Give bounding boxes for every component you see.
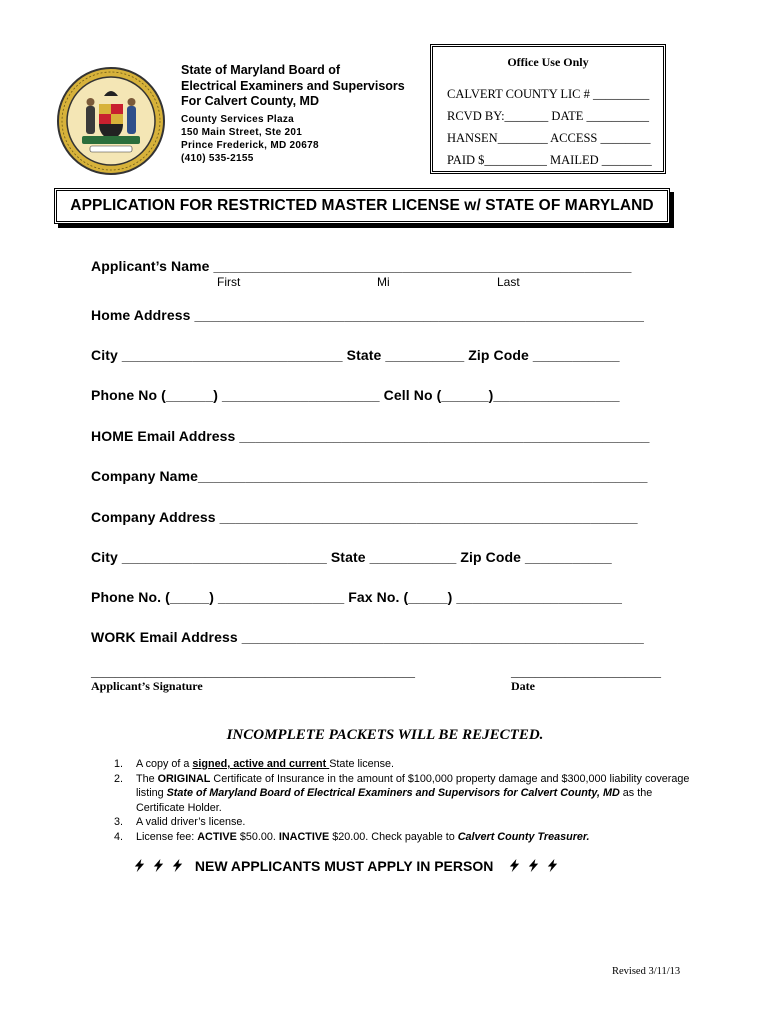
- req4-active: ACTIVE: [197, 830, 237, 843]
- date-line[interactable]: _________________________: [511, 665, 661, 679]
- name-last-label: Last: [497, 275, 520, 289]
- req2-text-e: as the Certificate Holder.: [136, 787, 653, 814]
- new-applicants-notice: [132, 858, 564, 874]
- requirement-item: [92, 830, 692, 845]
- revision-date: Revised 3/11/13: [612, 966, 681, 977]
- home-city-state-zip-field[interactable]: City ____________________________ State __________ Zip Code ___________: [91, 347, 620, 363]
- signature-line[interactable]: ______________________________________________________: [91, 665, 415, 679]
- company-address-field[interactable]: Company Address _____________________________________________________: [91, 509, 638, 525]
- item-number: 4.: [114, 830, 124, 843]
- name-mi-label: Mi: [377, 275, 390, 289]
- lightning-bolt-icon: [170, 858, 185, 873]
- signature-label: Applicant’s Signature: [91, 679, 203, 693]
- req4-text-a: License fee:: [136, 830, 198, 843]
- office-paid-field: PAID $__________ MAILED ________: [447, 153, 652, 167]
- req1-emphasis: signed, active and current: [192, 758, 330, 770]
- req3-text: A valid driver’s license.: [136, 816, 246, 829]
- office-use-title: Office Use Only: [507, 55, 589, 69]
- applicant-name-field[interactable]: Applicant’s Name _____________________________________________________: [91, 258, 632, 274]
- req4-text-e: $20.00. Check payable to: [329, 830, 458, 843]
- form-title-banner: [54, 188, 670, 224]
- req4-text-c: $50.00.: [236, 830, 279, 843]
- office-hansen-field: HANSEN________ ACCESS ________: [447, 131, 651, 145]
- address-line-1: County Services Plaza: [181, 113, 295, 125]
- lightning-bolt-icon: [151, 858, 166, 873]
- org-line-2: Electrical Examiners and Supervisors: [181, 78, 405, 93]
- home-phone-cell-field[interactable]: Phone No (______) ____________________ Cell No (______)________________: [91, 387, 620, 403]
- req2-original: ORIGINAL: [157, 772, 211, 785]
- requirement-item: [92, 815, 692, 830]
- form-title: APPLICATION FOR RESTRICTED MASTER LICENSE w/ STATE OF MARYLAND: [70, 197, 654, 214]
- lightning-bolt-icon: [507, 858, 522, 873]
- req1-text-a: A copy of a: [136, 758, 193, 770]
- org-line-3: For Calvert County, MD: [181, 94, 319, 108]
- lightning-bolt-icon: [132, 858, 147, 873]
- board-header: [181, 63, 421, 165]
- req4-payee: Calvert County Treasurer.: [457, 830, 590, 843]
- home-address-field[interactable]: Home Address _________________________________________________________: [91, 307, 644, 323]
- req2-text-c: Certificate of Insurance in the amount of $100,000 property damage and $300,000 liability coverage listing: [136, 772, 690, 800]
- home-email-field[interactable]: HOME Email Address ____________________________________________________: [91, 428, 650, 444]
- requirement-item: [92, 772, 692, 816]
- office-use-box: [430, 44, 666, 174]
- address-line-3: Prince Frederick, MD 20678: [181, 139, 319, 151]
- requirements-list: [92, 757, 692, 845]
- date-label: Date: [511, 679, 535, 693]
- lightning-bolt-icon: [545, 858, 560, 873]
- company-phone-fax-field[interactable]: Phone No. (_____) ________________ Fax No. (_____) _____________________: [91, 589, 623, 605]
- company-city-state-zip-field[interactable]: City __________________________ State ___________ Zip Code ___________: [91, 549, 612, 565]
- item-number: 2.: [114, 772, 124, 785]
- phone-number: (410) 535-2155: [181, 152, 254, 164]
- req2-text-a: The: [136, 772, 158, 785]
- new-applicants-text: NEW APPLICANTS MUST APPLY IN PERSON: [194, 858, 494, 874]
- company-name-field[interactable]: Company Name_________________________________________________________: [91, 468, 648, 484]
- name-first-label: First: [217, 275, 241, 289]
- requirement-item: [92, 757, 692, 772]
- work-email-field[interactable]: WORK Email Address ___________________________________________________: [91, 629, 644, 645]
- req2-holder: State of Maryland Board of Electrical Examiners and Supervisors for Calvert County, MD: [166, 787, 620, 800]
- office-lic-field: CALVERT COUNTY LIC # _________: [447, 87, 650, 101]
- item-number: 1.: [114, 758, 124, 770]
- org-line-1: State of Maryland Board of: [181, 63, 341, 77]
- address-line-2: 150 Main Street, Ste 201: [181, 126, 303, 138]
- office-rcvd-field: RCVD BY:_______ DATE __________: [447, 109, 649, 123]
- incomplete-notice: INCOMPLETE PACKETS WILL BE REJECTED.: [226, 727, 544, 743]
- maryland-seal-icon: [56, 66, 166, 176]
- item-number: 3.: [114, 816, 124, 829]
- req4-inactive: INACTIVE: [278, 830, 330, 843]
- lightning-bolt-icon: [526, 858, 541, 873]
- req1-text-c: State license.: [329, 758, 395, 770]
